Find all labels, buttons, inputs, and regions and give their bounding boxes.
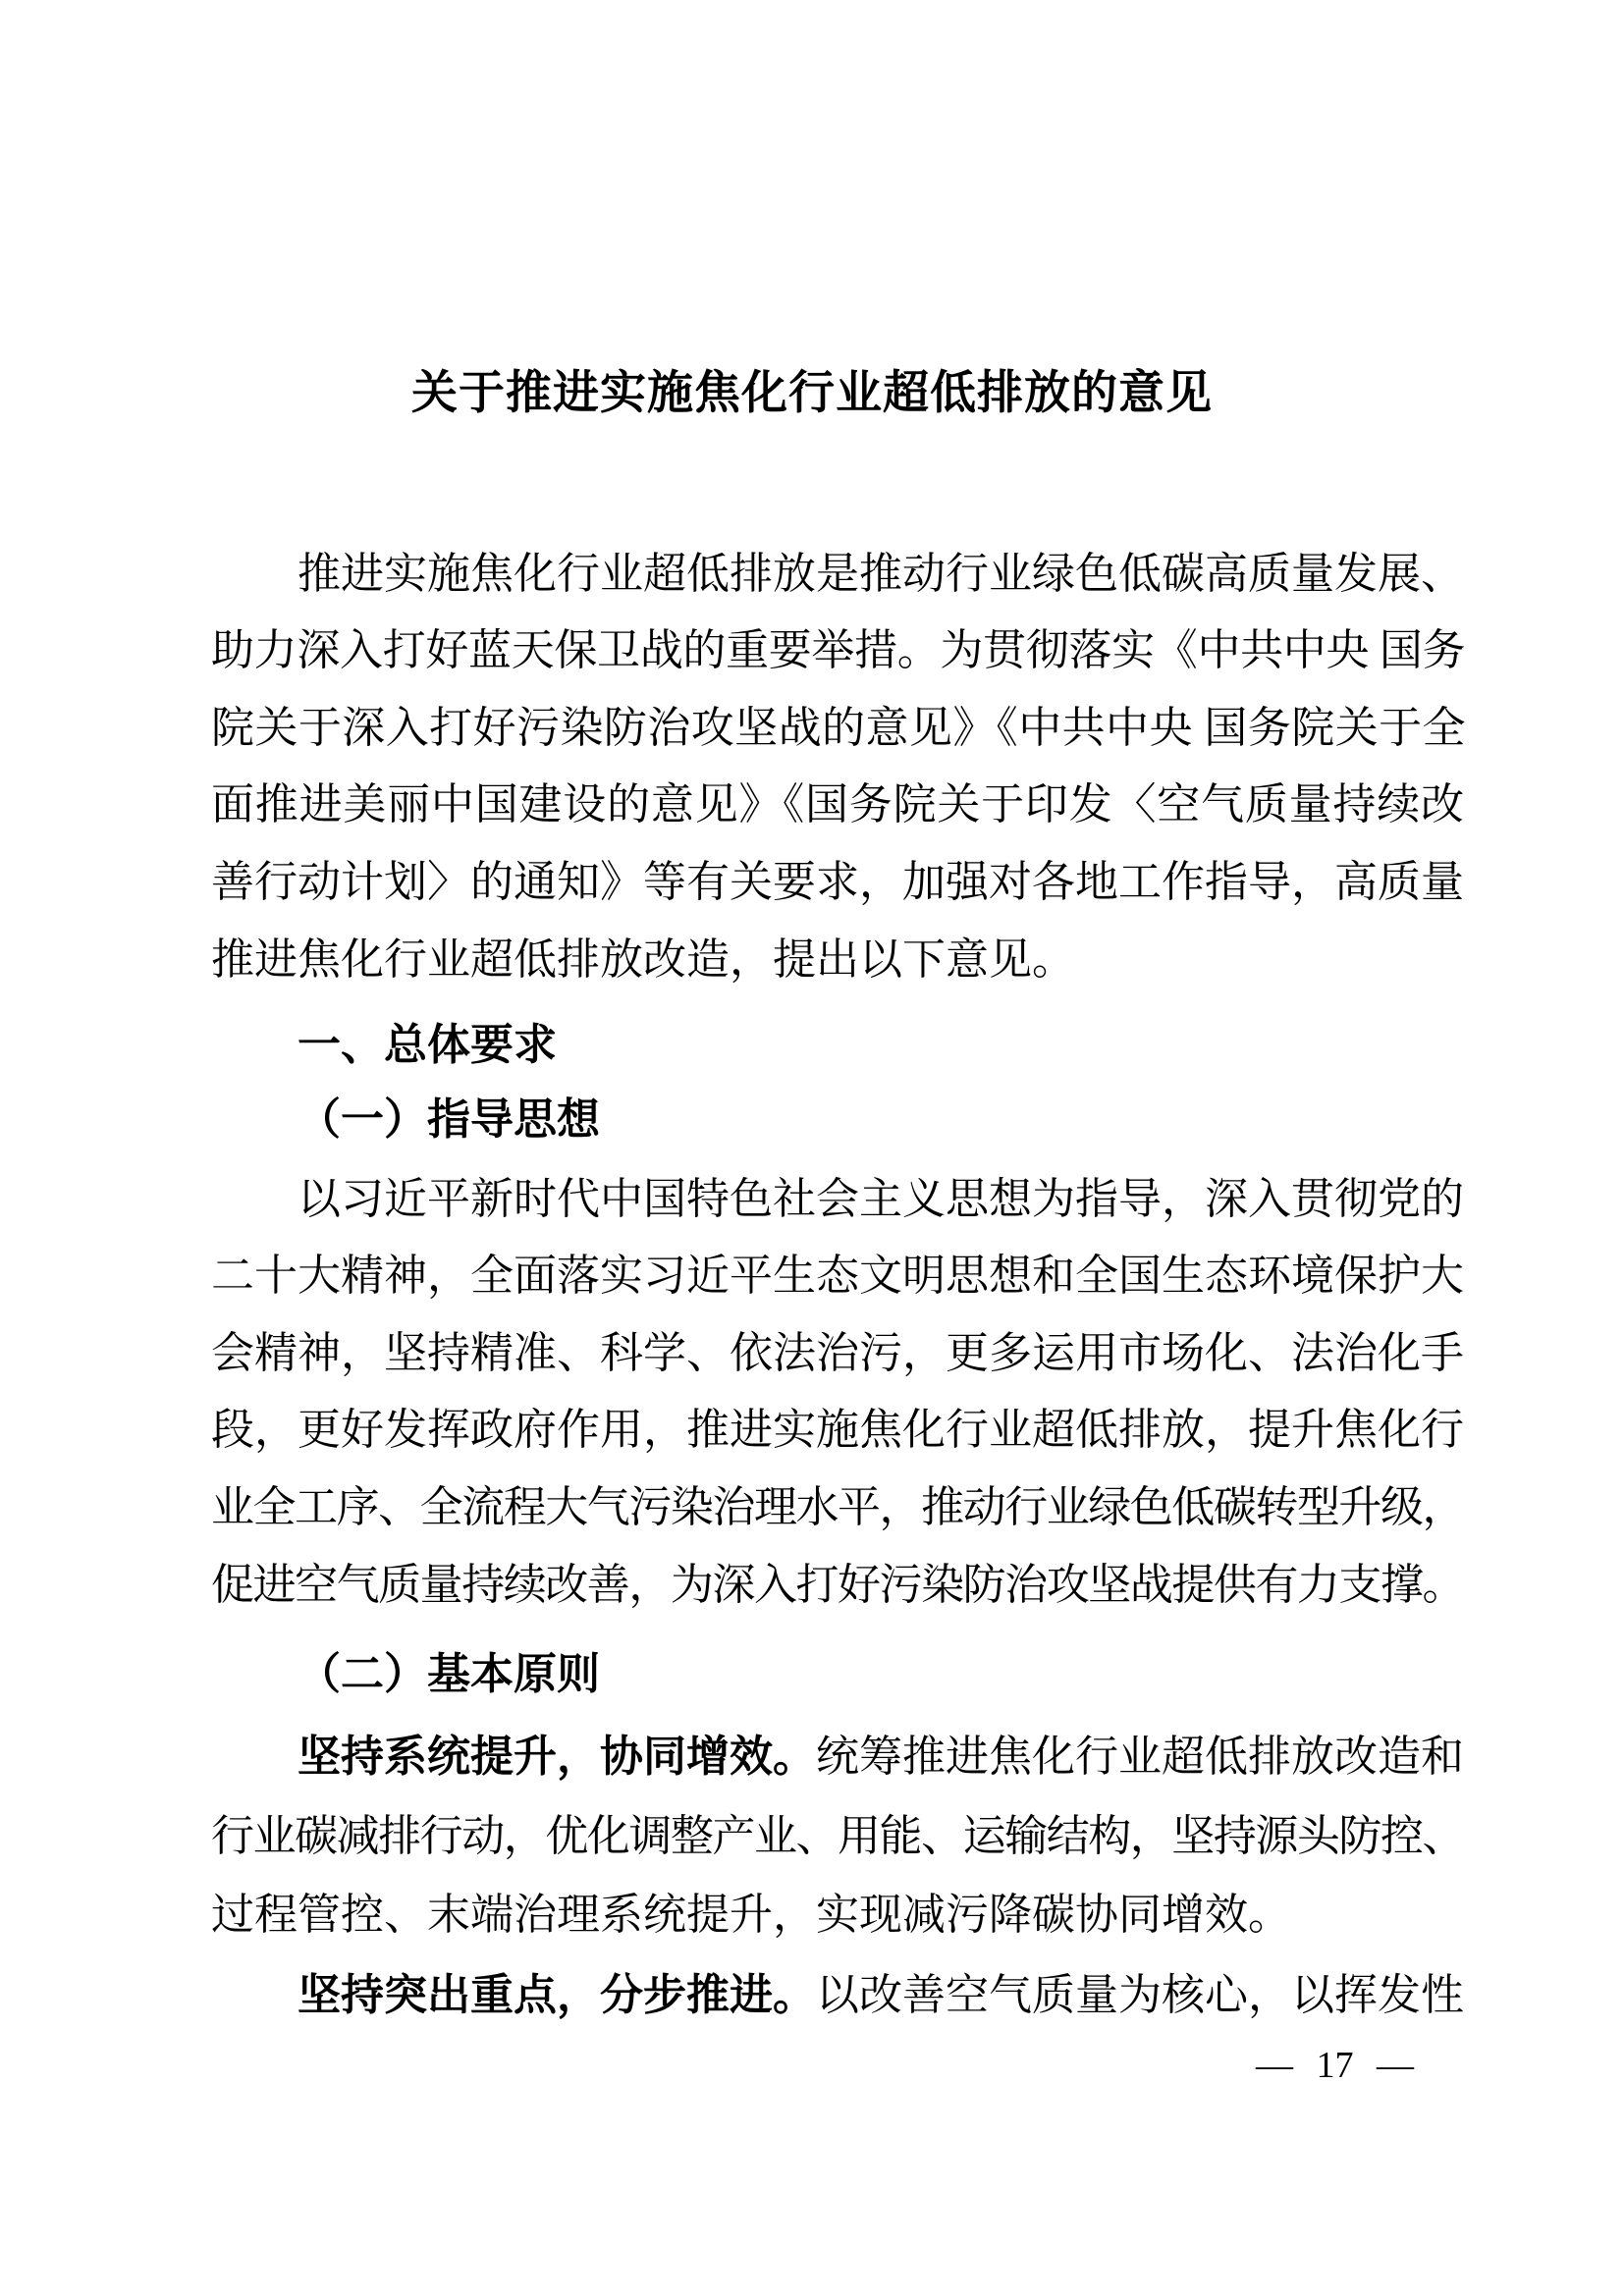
- paragraph-line: 业全工序、全流程大气污染治理水平，推动行业绿色低碳转型升级，: [211, 1483, 1464, 1531]
- bold-lead: 坚持系统提升，协同增效。: [298, 1733, 816, 1781]
- paragraph-text: 以改善空气质量为核心，以挥发性: [816, 1971, 1464, 2019]
- paragraph-line: 面推进美丽中国建设的意见》《国务院关于印发〈空气质量持续改: [211, 780, 1464, 828]
- paragraph-line: 会精神，坚持精准、科学、依法治污，更多运用市场化、法治化手: [211, 1329, 1464, 1377]
- paragraph-line: 善行动计划〉的通知》等有关要求，加强对各地工作指导，高质量: [211, 858, 1464, 906]
- paragraph-line: 院关于深入打好污染防治攻坚战的意见》《中共中央 国务院关于全: [211, 704, 1464, 752]
- paragraph-line: [211, 1732, 1464, 1783]
- paragraph-line: 推进实施焦化行业超低排放是推动行业绿色低碳高质量发展、: [298, 550, 1464, 598]
- bold-lead: 坚持突出重点，分步推进。: [298, 1971, 816, 2019]
- paragraph-line: 段，更好发挥政府作用，推进实施焦化行业超低排放，提升焦化行: [211, 1406, 1464, 1454]
- paragraph-text: 统筹推进焦化行业超低排放改造和: [816, 1733, 1464, 1781]
- document-title: 关于推进实施焦化行业超低排放的意见: [411, 366, 1213, 418]
- paragraph-line: 推进焦化行业超低排放改造，提出以下意见。: [211, 935, 1075, 984]
- paragraph-line: 促进空气质量持续改善，为深入打好污染防治攻坚战提供有力支撑。: [211, 1561, 1464, 1609]
- paragraph-line: 助力深入打好蓝天保卫战的重要举措。为贯彻落实《中共中央 国务: [211, 626, 1464, 674]
- paragraph-line: 过程管控、末端治理系统提升，实现减污降碳协同增效。: [211, 1891, 1291, 1939]
- section-heading: 一、总体要求: [298, 1021, 557, 1069]
- paragraph-line: 以习近平新时代中国特色社会主义思想为指导，深入贯彻党的: [298, 1175, 1464, 1223]
- subsection-heading: （一）指导思想: [298, 1095, 600, 1144]
- paragraph-line: 行业碳减排行动，优化调整产业、用能、运输结构，坚持源头防控、: [211, 1812, 1464, 1860]
- paragraph-line: [211, 1970, 1464, 2021]
- subsection-heading: （二）基本原则: [298, 1650, 600, 1698]
- page-number: — 17 —: [1256, 2045, 1414, 2086]
- paragraph-line: 二十大精神，全面落实习近平生态文明思想和全国生态环境保护大: [211, 1252, 1464, 1300]
